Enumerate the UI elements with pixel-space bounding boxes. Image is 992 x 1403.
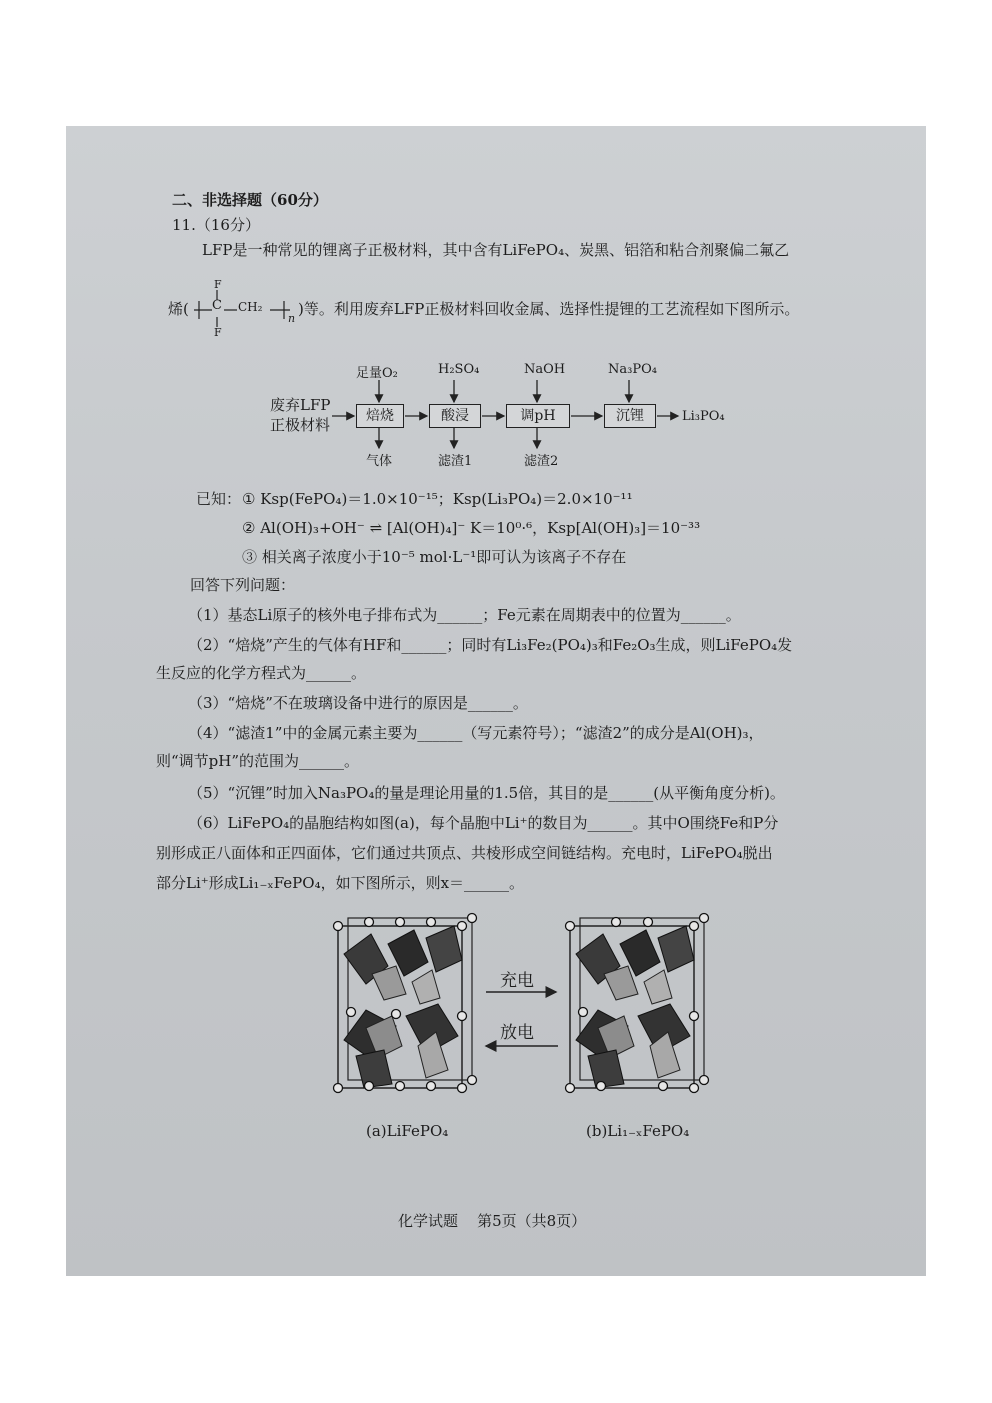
intro-line2-suffix: )等。利用废弃LFP正极材料回收金属、选择性提锂的工艺流程如下图所示。 xyxy=(298,300,800,318)
caption-b: (b)Li₁₋ₓFePO₄ xyxy=(586,1122,690,1140)
flow-step-adjust-ph: 调pH xyxy=(506,404,570,428)
flow-byproduct-residue1: 滤渣1 xyxy=(438,454,473,469)
crystal-structures xyxy=(66,126,926,1126)
polymer-f-bottom: F xyxy=(214,326,222,339)
question-2-line2: 生反应的化学方程式为______。 xyxy=(156,664,367,682)
flow-input-line1: 废弃LFP xyxy=(270,396,331,414)
flow-step-roast: 焙烧 xyxy=(356,404,404,428)
question-4-line2: 则“调节pH”的范围为______。 xyxy=(156,752,360,770)
charge-label: 充电 xyxy=(500,971,534,991)
discharge-label: 放电 xyxy=(500,1023,534,1043)
question-number: 11.（16分） xyxy=(172,216,260,234)
polymer-c: C xyxy=(212,298,222,313)
question-6-line3: 部分Li⁺形成Li₁₋ₓFePO₄，如下图所示，则x＝______。 xyxy=(156,874,525,892)
caption-a: (a)LiFePO₄ xyxy=(366,1122,449,1140)
flow-reagent-naoh: NaOH xyxy=(524,362,566,377)
question-4-line1: （4）“滤渣1”中的金属元素主要为______（写元素符号）；“滤渣2”的成分是Al(OH)₃， xyxy=(188,724,764,742)
unit-cell-b xyxy=(570,918,704,1088)
known-item3: ③ 相关离子浓度小于10⁻⁵ mol·L⁻¹即可认为该离子不存在 xyxy=(242,548,627,566)
question-2-line1: （2）“焙烧”产生的气体有HF和______；同时有Li₃Fe₂(PO₄)₃和Fe₂O₃生成，则LiFePO₄发 xyxy=(188,636,793,654)
known-item1: ① Ksp(FePO₄)＝1.0×10⁻¹⁵；Ksp(Li₃PO₄)＝2.0×10⁻¹¹ xyxy=(242,490,633,508)
intro-line1: LFP是一种常见的锂离子正极材料，其中含有LiFePO₄、炭黑、铝箔和粘合剂聚偏二氟乙 xyxy=(202,241,790,259)
flow-input-line2: 正极材料 xyxy=(270,416,331,434)
exam-page xyxy=(66,126,926,1276)
flow-step-acid-leach: 酸浸 xyxy=(429,404,481,428)
question-1: （1）基态Li原子的核外电子排布式为______；Fe元素在周期表中的位置为______。 xyxy=(188,606,741,624)
unit-cell-a xyxy=(338,918,472,1088)
flow-byproduct-gas: 气体 xyxy=(366,454,393,469)
flow-step-precipitate-li: 沉锂 xyxy=(604,404,656,428)
polymer-ch2: CH₂ xyxy=(238,300,263,314)
flow-byproduct-residue2: 滤渣2 xyxy=(524,454,559,469)
polymer-f-top: F xyxy=(214,278,222,291)
question-6-line1: （6）LiFePO₄的晶胞结构如图(a)，每个晶胞中Li⁺的数目为______。其中O围绕Fe和P分 xyxy=(188,814,779,832)
known-label: 已知： xyxy=(196,490,242,508)
question-5: （5）“沉锂”时加入Na₃PO₄的量是理论用量的1.5倍，其目的是______(从平衡角度分析)。 xyxy=(188,784,785,802)
flow-reagent-o2: 足量O₂ xyxy=(356,366,398,381)
section-heading: 二、非选择题（60分） xyxy=(172,191,328,209)
known-item2: ② Al(OH)₃+OH⁻ ⇌ [Al(OH)₄]⁻ K＝10⁰·⁶，Ksp[Al(OH)₃]＝10⁻³³ xyxy=(242,519,701,537)
flow-reagent-h2so4: H₂SO₄ xyxy=(438,362,480,377)
question-6-line2: 别形成正八面体和正四面体，它们通过共顶点、共棱形成空间链结构。充电时，LiFePO₄脱出 xyxy=(156,844,773,862)
polymer-n: n xyxy=(288,312,296,325)
page-footer: 化学试题 第5页（共8页） xyxy=(398,1212,587,1230)
flow-product: Li₃PO₄ xyxy=(682,409,725,424)
intro-line2-prefix: 烯( xyxy=(168,300,189,318)
question-3: （3）“焙烧”不在玻璃设备中进行的原因是______。 xyxy=(188,694,528,712)
flow-reagent-na3po4: Na₃PO₄ xyxy=(608,362,657,377)
answer-prompt: 回答下列问题： xyxy=(190,576,296,594)
